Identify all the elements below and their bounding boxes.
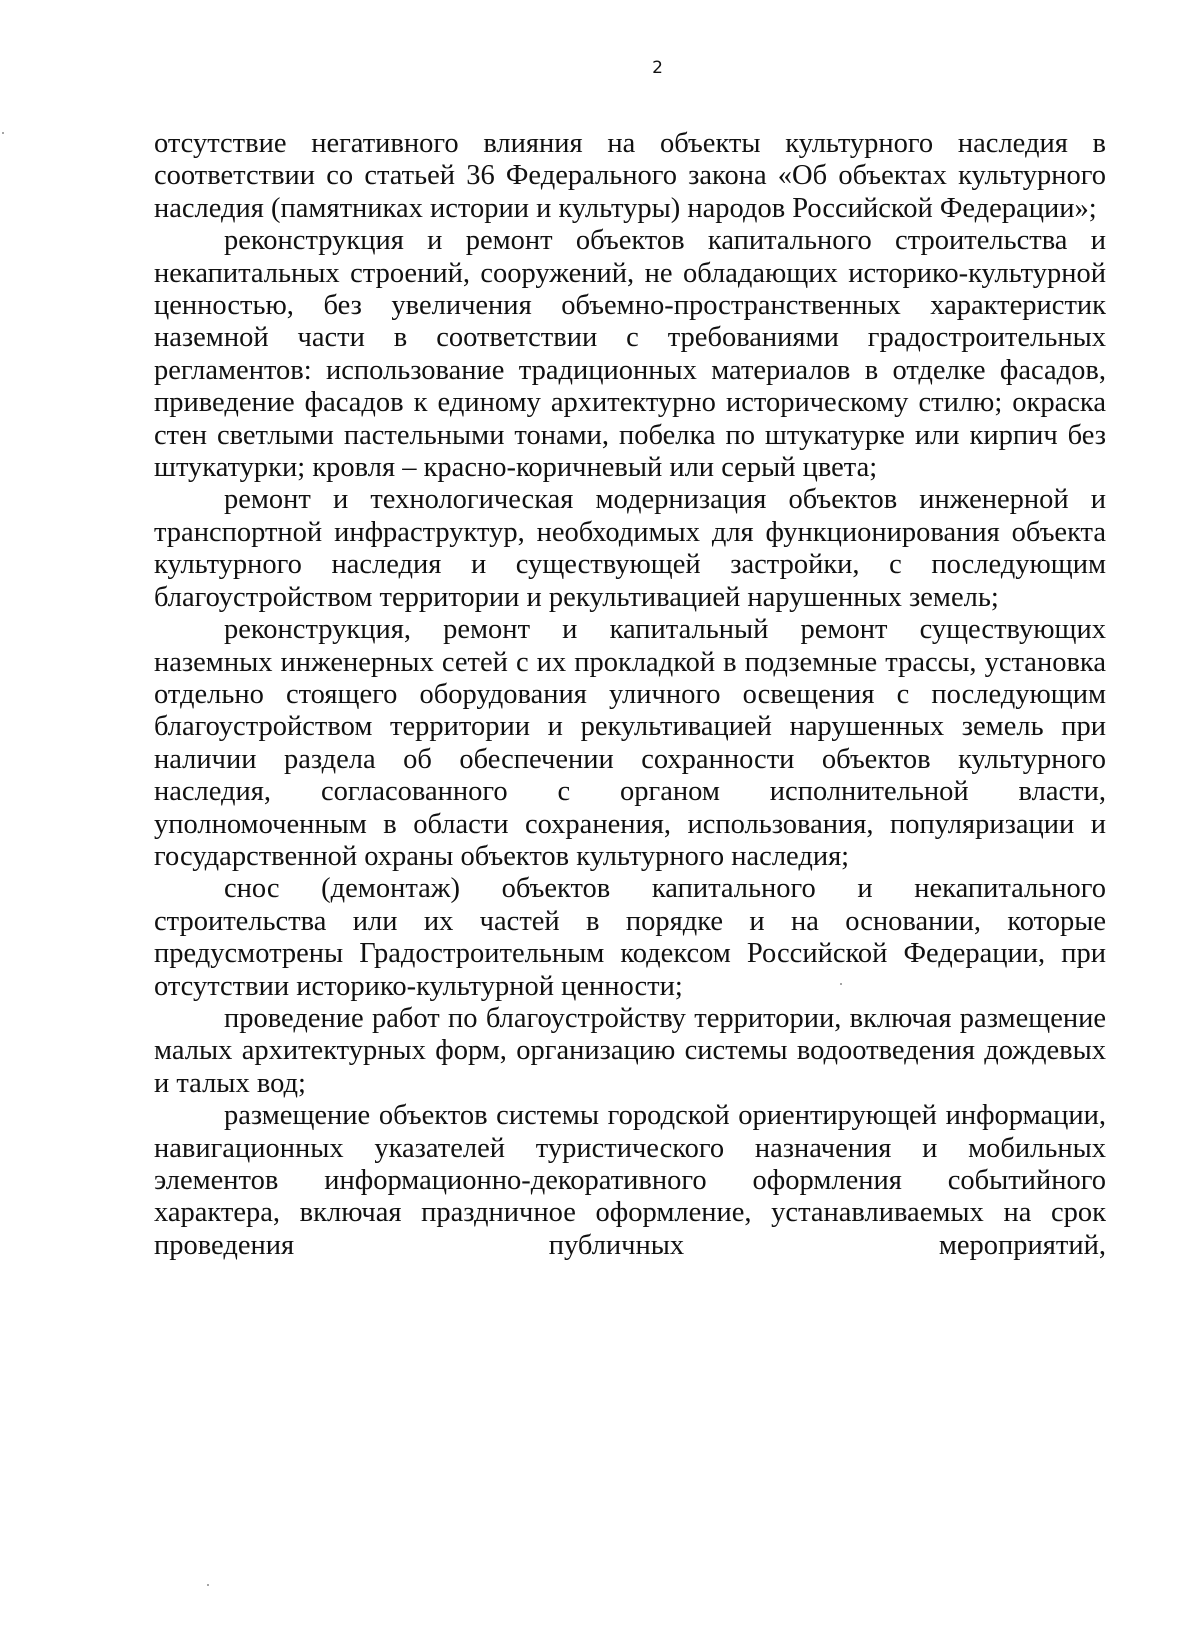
- scan-speck: [2, 132, 4, 134]
- paragraph: проведение работ по благоустройству территории, включая размещение малых архитектурных форм, организацию системы водоотведения дождевых и талых вод;: [154, 1002, 1106, 1099]
- paragraph: ремонт и технологическая модернизация объектов инженерной и транспортной инфраструктур, необходимых для функционирования объекта культурного наследия и существующей застройки, с последующим благоустройством территории и рекультивацией нарушенных земель;: [154, 484, 1106, 613]
- page-number: 2: [652, 58, 663, 78]
- document-body: [154, 128, 1106, 1262]
- paragraph: реконструкция, ремонт и капитальный ремонт существующих наземных инженерных сетей с их прокладкой в подземные трассы, установка отдельно стоящего оборудования уличного освещения с последующим благоустройством территории и рекультивацией нарушенных земель при наличии раздела об обеспечении сохранности объектов культурного наследия, согласованного с органом исполнительной власти, уполномоченным в области сохранения, использования, популяризации и государственной охраны объектов культурного наследия;: [154, 614, 1106, 872]
- paragraph: реконструкция и ремонт объектов капитального строительства и некапитальных строений, сооружений, не обладающих историко-культурной ценностью, без увеличения объемно-пространственных характеристик наземной части в соответствии с требованиями градостроительных регламентов: использование традиционных материалов в отделке фасадов, приведение фасадов к единому архитектурно историческому стилю; окраска стен светлыми пастельными тонами, побелка по штукатурке или кирпич без штукатурки; кровля – красно-коричневый или серый цвета;: [154, 225, 1106, 484]
- paragraph: отсутствие негативного влияния на объекты культурного наследия в соответствии со статьей 36 Федерального закона «Об объектах культурного наследия (памятниках истории и культуры) народов Российской Федерации»;: [154, 128, 1106, 224]
- paragraph: размещение объектов системы городской ориентирующей информации, навигационных указателей туристического назначения и мобильных элементов информационно-декоративного оформления событийного характера, включая праздничное оформление, устанавливаемых на срок проведения публичных мероприятий,: [154, 1100, 1106, 1261]
- scan-speck: [207, 1584, 209, 1586]
- paragraph: снос (демонтаж) объектов капитального и некапитального строительства или их частей в порядке и на основании, которые предусмотрены Градостроительным кодексом Российской Федерации, при отсутствии историко-культурной ценности;: [154, 873, 1106, 1002]
- scan-speck: [840, 983, 842, 985]
